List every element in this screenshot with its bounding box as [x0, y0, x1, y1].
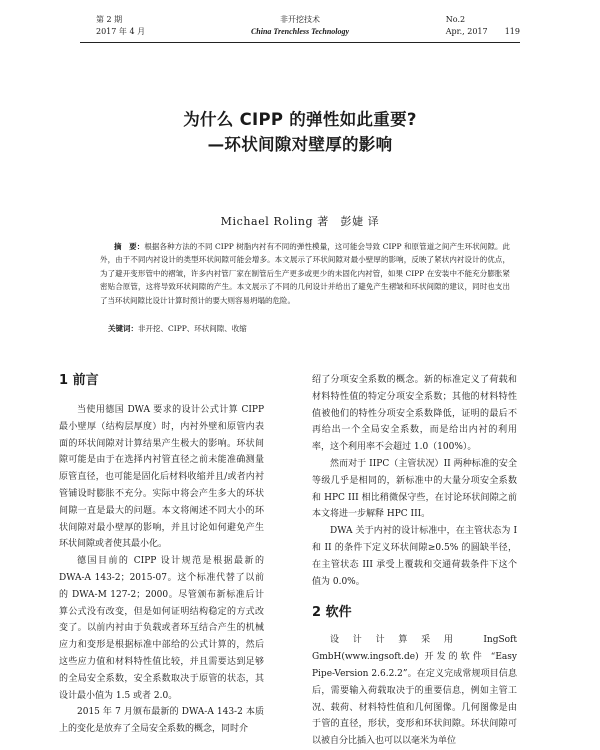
paragraph: 然而对于 IIPC（主管状况）II 两种标准的安全等级几乎是相同的，新标准中的大量分项安全系数和 HPC III 相比稍微保守些，在讨论环状间隙之前本文将进一步解释 HPC III。 — [312, 458, 517, 520]
paragraph: 当使用德国 DWA 要求的设计公式计算 CIPP 最小壁厚（结构层厚度）时，内衬外壁和原管内表面的环状间隙对计算结果产生极大的影响。环状间隙可能是由于在选择内衬管直径之前未能准确测量原管直径，也可能是固化后材料收缩并且/或者内衬管铺设时膨胀不充分。实际中将会产生多大的环状间隙一直是最大的问题。本文将阐述不同大小的环状间隙对最小壁厚的影响，并且讨论如何避免产生环状间隙或者使其最小化。 — [59, 405, 264, 550]
journal-name-en: China Trenchless Technology — [250, 27, 350, 36]
page-number: 119 — [504, 27, 520, 36]
title-line-2: —环状间隙对壁厚的影响 — [207, 135, 393, 154]
paragraph: 设计计算采用 IngSoft GmbH(www.ingsoft.de) 开发的软件 “Easy Pipe-Version 2.6.2.2”。在定义完成常规项目信息后，需要输入荷载取决于的重要信息，例如主管工况、载荷、材料特性值和几何图像。几何图像是由于管的直径，形状，变形和环状间隙。环状间隙可以被自分比插入也可以以毫米为单位 — [312, 635, 517, 747]
header-right — [446, 14, 520, 38]
keywords — [108, 323, 247, 334]
abstract-text: 根据各种方法的不同 CIPP 树脂内衬有不同的弹性模量，这可能会导致 CIPP 和原管道之间产生环状间隙。此外，由于不同内衬设计的类型环状间隙可能会增多。本文展示了环状间隙对最小壁厚的影响，反映了紧状内衬设计的优点，为了避开变形管中的褶皱，许多内衬管厂家在制管后生产更多或更少的未固化内衬管，如果 CIPP 在安装中不能充分膨胀紧密贴合原管，这将导致环状间隙的产生。本文展示了不同的几何设计并给出了避免产生褶皱和环状间隙的建议，同时也支出了当环状间隙比设计计算时预计的要大则容易坍塌的危险。 — [100, 242, 511, 305]
author-line: Michael Roling 著 彭婕 译 — [220, 215, 380, 228]
keywords-label: 关键词： — [108, 324, 138, 333]
title-line-1: 为什么 CIPP 的弹性如此重要? — [183, 110, 417, 129]
paragraph: 绍了分项安全系数的概念。新的标准定义了荷载和材料特性值的特定分项安全系数；其他的材料特性值被他们的特性分项安全系数降低，证明的最后不再给出一个全局安全系数，而是给出内衬的利用率，这个利用率不会超过 1.0（100%）。 — [312, 375, 517, 453]
paragraph: 德国目前的 CIPP 设计规范是根据最新的 DWA-A 143-2；2015-07。这个标准代替了以前的 DWA-M 127-2；2000。尽管颁布新标准后计算公式没有改变，但是如何证明结构稳定的方式改变了。以前内衬由于负载或者环互结合产生的机械应力和变形是根据标准中部给的公式计算的，然后这些应力值和材料特性值比较，并且需要达到足够的全局安全系数，安全系数取决于原管的状态，其设计最小值为 1.5 或者 2.0。 — [59, 556, 264, 701]
right-column — [312, 372, 517, 750]
section-1-heading: 1 前言 — [59, 373, 99, 388]
left-column — [59, 372, 264, 738]
journal-name-cn: 非开挖技术 — [280, 15, 320, 24]
header-date: 2017 年 4 月 — [96, 27, 146, 36]
header-issue: 第 2 期 — [96, 15, 123, 24]
header-number: No.2 — [445, 15, 466, 24]
section-2-heading: 2 软件 — [312, 605, 352, 621]
paragraph: DWA 关于内衬的设计标准中，在主管状态为 I 和 II 的条件下定义环状间隙≥0.5% 的圆缺半径，在主管状态 III 承受上覆载和交通荷载条件下这个值为 0.0%。 — [312, 526, 517, 587]
paragraph: 2015 年 7 月颁布最新的 DWA-A 143-2 本质上的变化是放弃了全局安全系数的概念，同时介 — [59, 707, 264, 735]
keywords-text: 非开挖、CIPP、环状间隙、收缩 — [138, 324, 247, 333]
header-date-en: Apr., 2017 — [445, 27, 488, 36]
header-rule — [80, 42, 520, 43]
abstract — [100, 240, 510, 307]
abstract-label: 摘 要： — [114, 242, 145, 251]
